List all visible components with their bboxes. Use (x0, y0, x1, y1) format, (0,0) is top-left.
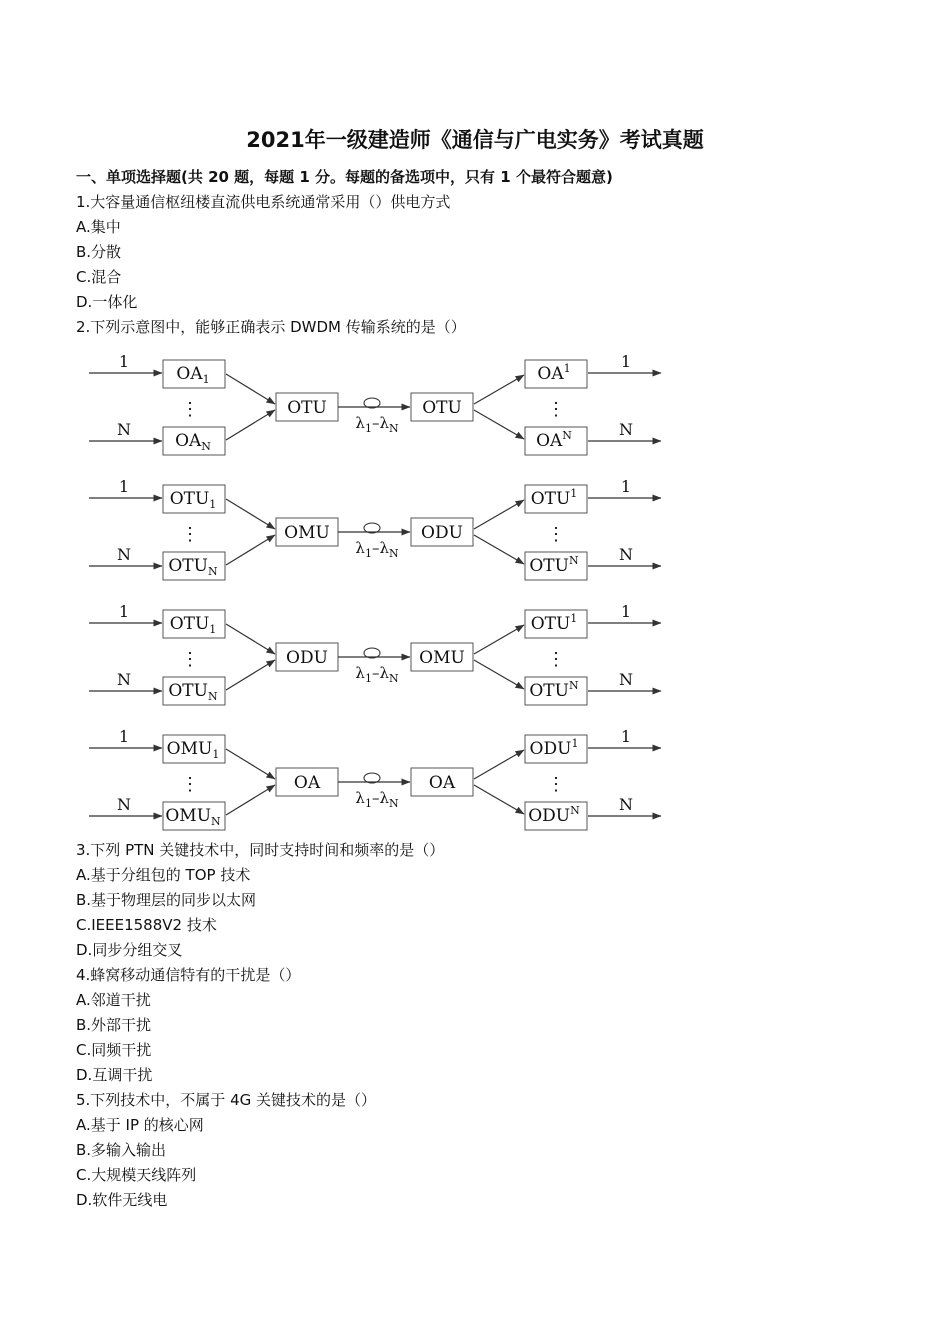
q3-option-d: D.同步分组交叉 (76, 941, 183, 959)
right-box-top-label: ODU$^1$ (529, 737, 579, 759)
center-left-label: OA (293, 773, 321, 793)
left-dots: ⋮ (181, 774, 199, 795)
diverge-line-bottom (474, 660, 524, 689)
left-box-bottom-label: $OTU_N$ (168, 556, 218, 578)
output-label-bottom: N (619, 795, 633, 814)
converge-line-top (226, 499, 275, 529)
output-label-bottom: N (619, 545, 633, 564)
center-right-label: ODU (421, 523, 463, 543)
converge-line-bottom (226, 410, 275, 440)
center-right-label: OMU (419, 648, 465, 668)
question-3: 3.下列 PTN 关键技术中，同时支持时间和频率的是（） (76, 841, 445, 859)
right-dots: ⋮ (547, 649, 565, 670)
q4-option-c: C.同频干扰 (76, 1041, 152, 1059)
diverge-line-top (474, 750, 524, 779)
q5-option-b: B.多输入输出 (76, 1141, 167, 1159)
left-dots: ⋮ (181, 649, 199, 670)
q1-option-c: C.混合 (76, 268, 122, 286)
q5-option-d: D.软件无线电 (76, 1191, 168, 1209)
right-box-top-label: $OA^1$ (537, 362, 571, 384)
diverge-line-bottom (474, 410, 524, 439)
left-box-top-label: $OA_1$ (176, 364, 210, 386)
output-label-bottom: N (619, 420, 633, 439)
center-right-label: OTU (422, 398, 462, 418)
q3-option-c: C.IEEE1588V2 技术 (76, 916, 217, 934)
left-box-bottom-label: $OMU_N$ (165, 806, 221, 828)
dwdm-option-1 (89, 352, 661, 455)
left-dots: ⋮ (181, 399, 199, 420)
left-box-top-label: $OTU_1$ (169, 489, 217, 511)
output-label-bottom: N (619, 670, 633, 689)
converge-line-top (226, 749, 275, 779)
converge-line-bottom (226, 785, 275, 815)
dwdm-option-2 (89, 477, 661, 580)
diverge-line-bottom (474, 785, 524, 814)
wavelength-label: $\lambda_1-\lambda_N$ (355, 789, 399, 810)
center-left-label: OMU (284, 523, 330, 543)
q4-option-b: B.外部干扰 (76, 1016, 152, 1034)
input-label-top: 1 (118, 477, 130, 496)
q3-option-b: B.基于物理层的同步以太网 (76, 891, 257, 909)
right-box-bottom-label: $OTU^N$ (529, 679, 579, 701)
wavelength-label: $\lambda_1-\lambda_N$ (355, 664, 399, 685)
q5-option-a: A.基于 IP 的核心网 (76, 1116, 204, 1134)
output-label-top: 1 (620, 352, 632, 371)
dwdm-option-4 (89, 727, 661, 830)
output-label-top: 1 (620, 477, 632, 496)
input-label-bottom: N (117, 545, 131, 564)
input-label-top: 1 (118, 727, 130, 746)
wavelength-label: $\lambda_1-\lambda_N$ (355, 414, 399, 435)
right-box-bottom-label: $OTU^N$ (529, 554, 579, 576)
question-4: 4.蜂窝移动通信特有的干扰是（） (76, 966, 301, 984)
right-box-top-label: OTU$^1$ (530, 487, 578, 509)
converge-line-top (226, 374, 275, 404)
q4-option-d: D.互调干扰 (76, 1066, 153, 1084)
right-box-top-label: OTU$^1$ (530, 612, 578, 634)
q1-option-a: A.集中 (76, 218, 121, 236)
input-label-bottom: N (117, 670, 131, 689)
diverge-line-top (474, 375, 524, 404)
q1-option-b: B.分散 (76, 243, 122, 261)
converge-line-bottom (226, 535, 275, 565)
input-label-top: 1 (118, 352, 130, 371)
output-label-top: 1 (620, 602, 632, 621)
q3-option-a: A.基于分组包的 TOP 技术 (76, 866, 251, 884)
right-box-bottom-label: $OA^N$ (536, 429, 572, 451)
input-label-bottom: N (117, 795, 131, 814)
right-dots: ⋮ (547, 399, 565, 420)
center-left-label: ODU (286, 648, 328, 668)
right-dots: ⋮ (547, 774, 565, 795)
q5-option-c: C.大规模天线阵列 (76, 1166, 197, 1184)
q1-option-d: D.一体化 (76, 293, 138, 311)
diverge-line-top (474, 625, 524, 654)
center-left-label: OTU (287, 398, 327, 418)
dwdm-option-3 (89, 602, 661, 705)
right-box-bottom-label: $ODU^N$ (528, 804, 580, 826)
page-title: 2021年一级建造师《通信与广电实务》考试真题 (246, 128, 704, 152)
question-2: 2.下列示意图中，能够正确表示 DWDM 传输系统的是（） (76, 318, 466, 336)
right-dots: ⋮ (547, 524, 565, 545)
left-box-top-label: $OMU_1$ (166, 739, 220, 761)
wavelength-label: $\lambda_1-\lambda_N$ (355, 539, 399, 560)
diverge-line-bottom (474, 535, 524, 564)
input-label-top: 1 (118, 602, 130, 621)
question-1: 1.大容量通信枢纽楼直流供电系统通常采用（）供电方式 (76, 193, 451, 211)
converge-line-bottom (226, 660, 275, 690)
section-heading: 一、单项选择题(共 20 题，每题 1 分。每题的备选项中，只有 1 个最符合题意) (76, 168, 613, 186)
output-label-top: 1 (620, 727, 632, 746)
left-box-bottom-label: $OTU_N$ (168, 681, 218, 703)
input-label-bottom: N (117, 420, 131, 439)
diverge-line-top (474, 500, 524, 529)
converge-line-top (226, 624, 275, 654)
left-box-bottom-label: $OA_N$ (175, 431, 211, 453)
question-5: 5.下列技术中，不属于 4G 关键技术的是（） (76, 1091, 377, 1109)
center-right-label: OA (428, 773, 456, 793)
q4-option-a: A.邻道干扰 (76, 991, 151, 1009)
left-box-top-label: $OTU_1$ (169, 614, 217, 636)
left-dots: ⋮ (181, 524, 199, 545)
